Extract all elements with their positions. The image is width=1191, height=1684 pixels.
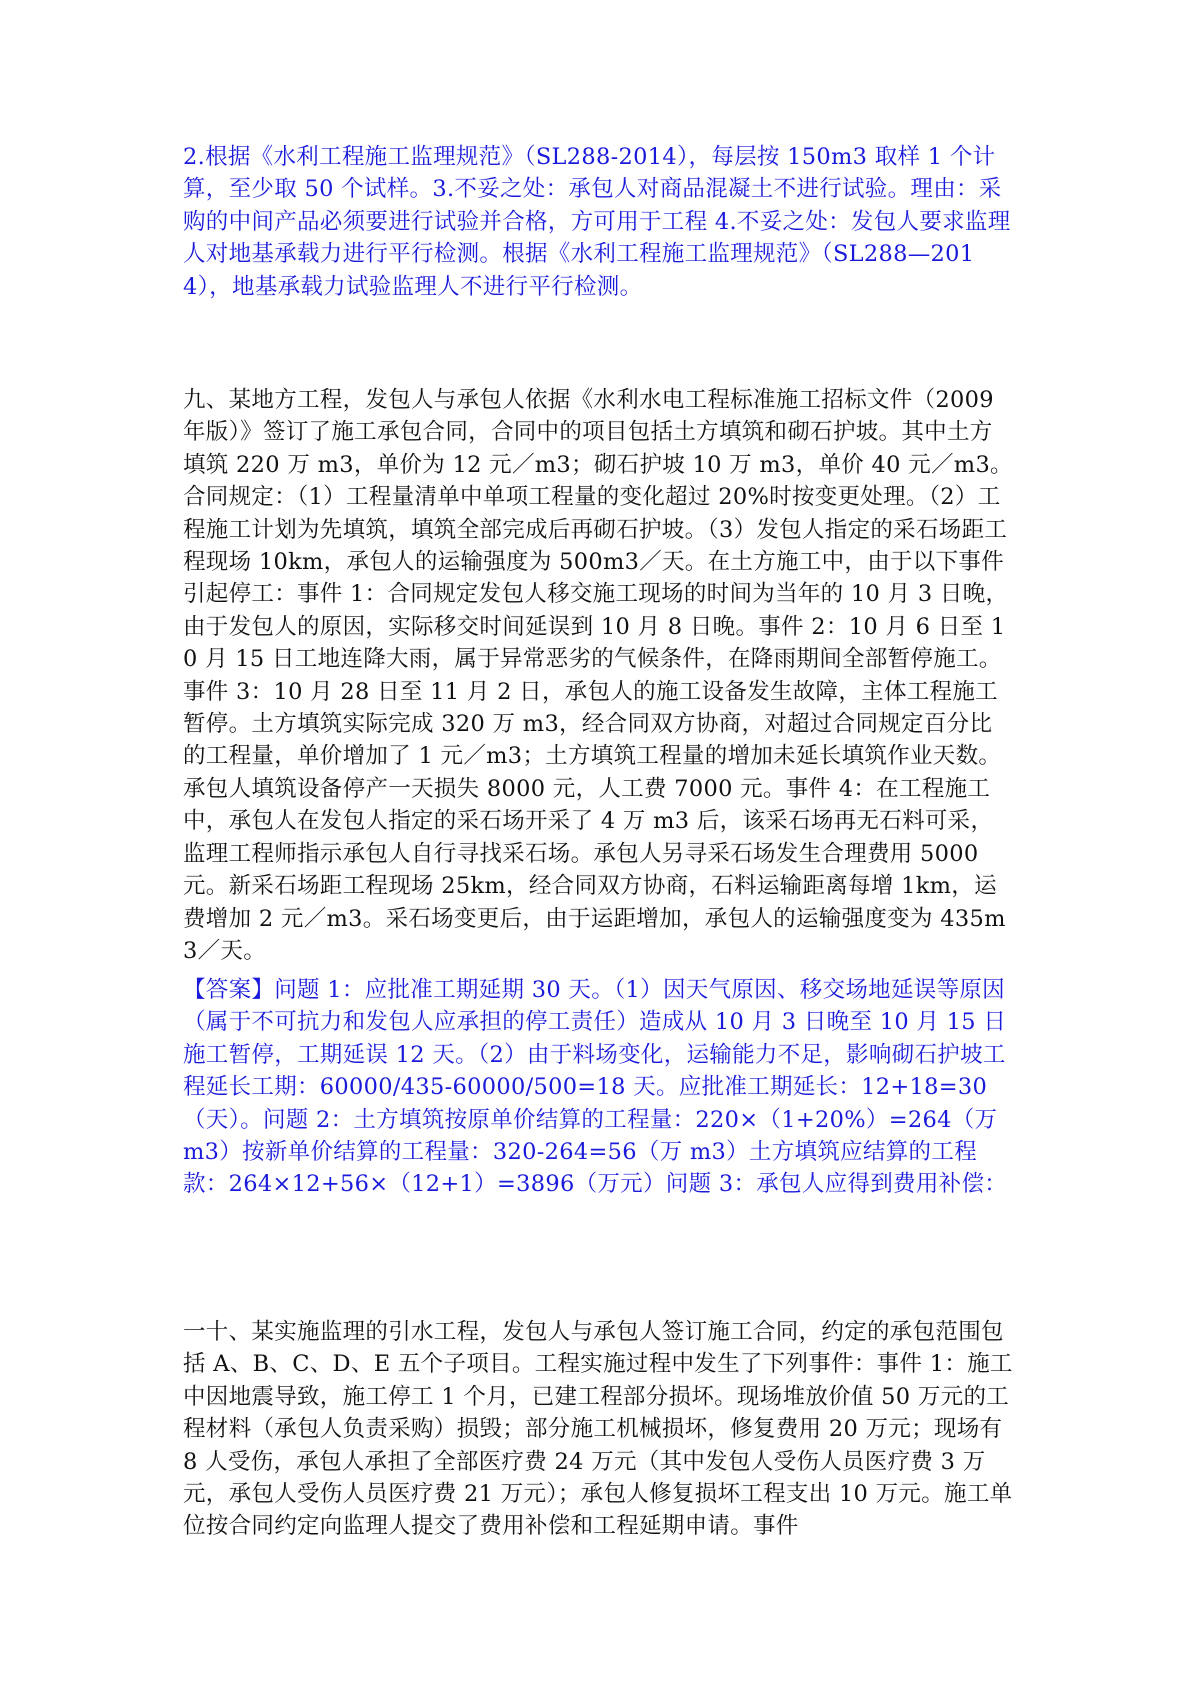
answer-9-paragraph	[183, 974, 1015, 1201]
answer-tag: 【答案】	[183, 977, 275, 1003]
answer-continued-paragraph: 2.根据《水利工程施工监理规范》（SL288-2014），每层按 150m3 取样 1 个计算，至少取 50 个试样。3.不妥之处：承包人对商品混凝土不进行试验。理由：采购的中间产品必须要进行试验并合格，方可用于工程 4.不妥之处：发包人要求监理人对地基承载力进行平行检测。根据《水利工程施工监理规范》（SL288—2014），地基承载力试验监理人不进行平行检测。	[183, 144, 1011, 300]
question-10-paragraph: 一十、某实施监理的引水工程，发包人与承包人签订施工合同，约定的承包范围包括 A、B、C、D、E 五个子项目。工程实施过程中发生了下列事件：事件 1：施工中因地震导致，施工停工 1 个月，已建工程部分损坏。现场堆放价值 50 万元的工程材料（承包人负责采购）损毁；部分施工机械损坏，修复费用 20 万元；现场有 8 人受伤，承包人承担了全部医疗费 24 万元（其中发包人受伤人员医疗费 3 万元，承包人受伤人员医疗费 21 万元）；承包人修复损坏工程支出 10 万元。施工单位按合同约定向监理人提交了费用补偿和工程延期申请。事件	[183, 1319, 1013, 1540]
answer-9-text: 问题 1：应批准工期延期 30 天。（1）因天气原因、移交场地延误等原因（属于不可抗力和发包人应承担的停工责任）造成从 10 月 3 日晚至 10 月 15 日施工暂停，工期延误 12 天。（2）由于料场变化，运输能力不足，影响砌石护坡工程延长工期：60000/435-60000/500=18 天。应批准工期延长：12+18=30（天）。问题 2：土方填筑按原单价结算的工程量：220×（1+20%）=264（万 m3）按新单价结算的工程量：320-264=56（万 m3）土方填筑应结算的工程款：264×12+56×（12+1）=3896（万元）问题 3：承包人应得到费用补偿：	[183, 977, 1008, 1198]
question-9-paragraph: 九、某地方工程，发包人与承包人依据《水利水电工程标准施工招标文件（2009 年版）》签订了施工承包合同，合同中的项目包括土方填筑和砌石护坡。其中土方填筑 220 万 m3，单价为 12 元／m3；砌石护坡 10 万 m3，单价 40 元／m3。合同规定：（1）工程量清单中单项工程量的变化超过 20%时按变更处理。（2）工程施工计划为先填筑，填筑全部完成后再砌石护坡。（3）发包人指定的采石场距工程现场 10km，承包人的运输强度为 500m3／天。在土方施工中，由于以下事件引起停工：事件 1：合同规定发包人移交施工现场的时间为当年的 10 月 3 日晚，由于发包人的原因，实际移交时间延误到 10 月 8 日晚。事件 2：10 月 6 日至 10 月 15 日工地连降大雨，属于异常恶劣的气候条件，在降雨期间全部暂停施工。事件 3：10 月 28 日至 11 月 2 日，承包人的施工设备发生故障，主体工程施工暂停。土方填筑实际完成 320 万 m3，经合同双方协商，对超过合同规定百分比的工程量，单价增加了 1 元／m3；土方填筑工程量的增加未延长填筑作业天数。承包人填筑设备停产一天损失 8000 元，人工费 7000 元。事件 4：在工程施工中，承包人在发包人指定的采石场开采了 4 万 m3 后，该采石场再无石料可采，监理工程师指示承包人自行寻找采石场。承包人另寻采石场发生合理费用 5000 元。新采石场距工程现场 25km，经合同双方协商，石料运输距离每增 1km，运费增加 2 元／m3。采石场变更后，由于运距增加，承包人的运输强度变为 435m3／天。	[183, 387, 1013, 964]
